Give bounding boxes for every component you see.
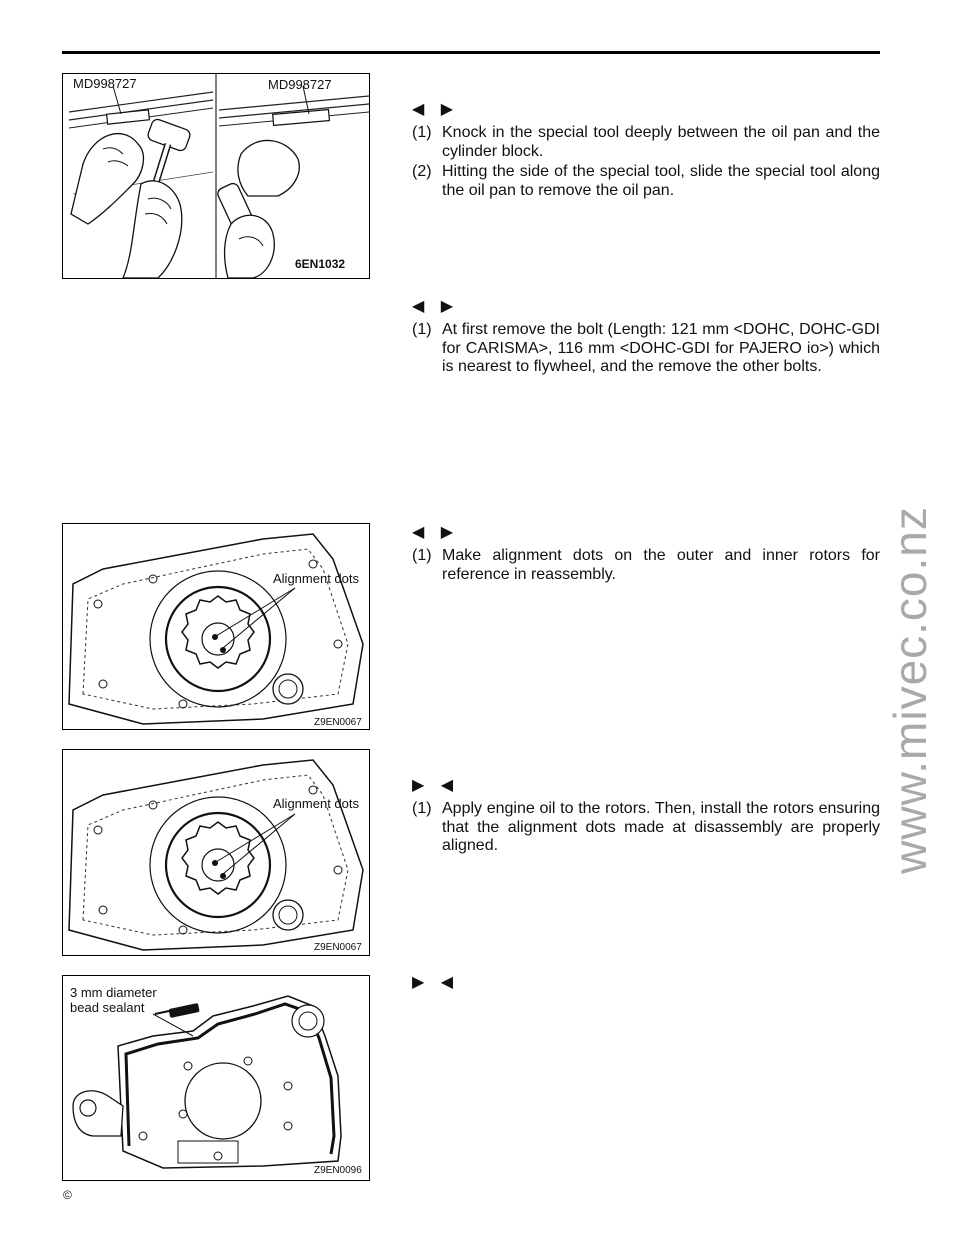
alignment-dots-label: Alignment dots [273, 796, 359, 811]
step-text: At first remove the bolt (Length: 121 mm <DOHC, DOHC‑GDI for CARISMA>, 116 mm <DOHC‑GDI for PAJERO io>) which is nearest to flywheel, and the remove the other bolts. [442, 321, 880, 375]
copyright-symbol: © [63, 1188, 72, 1202]
figure-rotor-installation [62, 749, 370, 956]
oil-pan-tool-illustration [63, 74, 369, 278]
step-item [412, 321, 880, 377]
step-item [412, 800, 880, 856]
figure-oil-pan-removal [62, 73, 370, 279]
step-item [412, 547, 880, 584]
step-text: Apply engine oil to the rotors. Then, install the rotors ensuring that the alignment dots made at disassembly are properly aligned. [442, 800, 880, 854]
header-rule [62, 51, 880, 54]
figure-rotor-alignment-dots [62, 523, 370, 730]
figure-code: Z9EN0067 [314, 942, 362, 953]
service-point-marks: ▶ ◀ [412, 974, 460, 991]
section-bolt-removal [412, 297, 880, 377]
step-text: Hitting the side of the special tool, slide the special tool along the oil pan to remove the oil pan. [442, 163, 880, 199]
figure-code: Z9EN0067 [314, 717, 362, 728]
tool-label-right: MD998727 [268, 77, 332, 92]
section-oil-pan-removal [412, 100, 880, 200]
service-point-marks: ◀ ▶ [412, 101, 460, 118]
step-number: (1) [412, 321, 432, 338]
service-point-marks: ◀ ▶ [412, 524, 460, 541]
step-number: (2) [412, 163, 432, 180]
step-number: (1) [412, 124, 432, 141]
step-text: Make alignment dots on the outer and inner rotors for reference in reassembly. [442, 547, 880, 583]
section-alignment-dots [412, 523, 880, 584]
oil-pump-rotor-illustration [63, 524, 369, 729]
service-point-marks: ▶ ◀ [412, 777, 460, 794]
service-point-marks: ◀ ▶ [412, 298, 460, 315]
step-number: (1) [412, 547, 432, 564]
watermark-text: www.mivec.co.nz [884, 506, 936, 874]
section-rotor-installation [412, 776, 880, 856]
figure-sealant-bead [62, 975, 370, 1181]
alignment-dots-label: Alignment dots [273, 571, 359, 586]
step-item [412, 163, 880, 200]
figure-code: Z9EN0096 [314, 1165, 362, 1176]
sealant-label-line2: bead sealant [70, 1000, 145, 1015]
tool-label-left: MD998727 [73, 76, 137, 91]
oil-pump-rotor-illustration [63, 750, 369, 955]
step-text: Knock in the special tool deeply between the oil pan and the cylinder block. [442, 124, 880, 160]
step-item [412, 124, 880, 161]
sealant-label-line1: 3 mm diameter [70, 985, 157, 1000]
step-number: (1) [412, 800, 432, 817]
figure-code: 6EN1032 [295, 257, 346, 271]
section-sealant [412, 973, 880, 995]
